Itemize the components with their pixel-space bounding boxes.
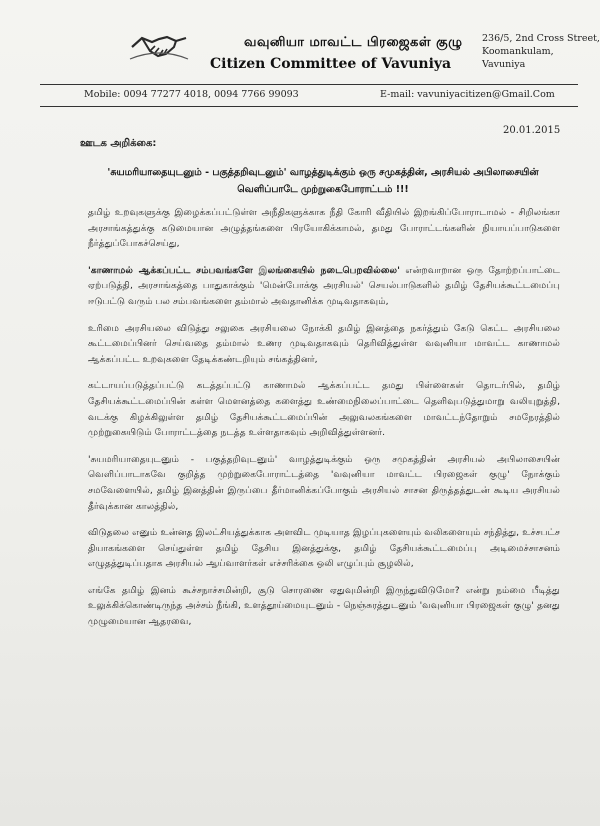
headline: 'சுயமரியாதையுடனும் - பகுத்தறிவுடனும்' வாழத்துடிக்கும் ஒரு சமுகத்தின், அரசியல் அபிலாசையின் வெளிப்பாடே முற்றுகைபோராட்டம் !!! [107, 167, 539, 195]
org-name-english: Citizen Committee of Vavuniya [210, 56, 452, 72]
paragraph-3: உரிமை அரசியலை விடுத்து சலுகை அரசியலை நோக்கி தமிழ் இனத்தை நகர்த்தும் கேடு கெட்ட அரசியலை கூட்டமைப்பினர் செய்வதை தம்மால் உணர முடிவதாகவும் தெரிவித்துள்ள வவுனியா மாவட்ட காணாமல் ஆக்கப்பட்ட உறவுகளை தேடிக்கண்டறியும் சங்கத்தினர், [88, 322, 560, 365]
header-divider-bottom [40, 106, 578, 107]
address-line-3: Vavuniya [482, 59, 526, 70]
document-date: 20.01.2015 [503, 125, 561, 136]
body-text [88, 205, 560, 641]
quoted-claim: 'காணாமல் ஆக்கப்பட்ட சம்பவங்களே இலங்கையில் நடைபெறவில்லை' [88, 264, 400, 276]
org-name-tamil: வவுனியா மாவட்ட பிரஜைகள் குழு [244, 35, 463, 50]
paragraph-6: விடுதலை எனும் உன்னத இலட்சியத்துக்காக அளவிட முடியாத இழப்புகளையும் வலிகளையும் சந்தித்து, உச்சபட்ச தியாகங்களை செய்துள்ள தமிழ் தேசிய இனத்துக்கு, தமிழ் தேசியக்கூட்டமைப்பு அடிமைச்சாசனம் எழுதத்துடிப்பதாக அரசியல் ஆய்வாளர்கள் எச்சரிக்கை ஒலி எழுப்பும் சூழலில், [88, 527, 560, 570]
handshake-logo-icon [128, 25, 190, 67]
address-block [482, 32, 600, 71]
email-address: E-mail: vavuniyacitizen@Gmail.Com [380, 89, 555, 100]
paragraph-4: கட்டாயப்படுத்தப்பட்டு கடத்தப்பட்டு காணாமல் ஆக்கப்பட்ட தமது பிள்ளைகள் தொடர்பில், தமிழ் தேசியக்கூட்டமைப்பின் கள்ள மௌனத்தை களைத்து உண்மைநிலைப்பாட்டை தெளிவுபடுத்துமாறு வலியுறுத்தி, வடக்கு கிழக்கிலுள்ள தமிழ் தேசியக்கூட்டமைப்பின் அலுவலகங்களை மாவட்டந்தோறும் சமநேரத்தில் முற்றுகையிடும் போராட்டத்தை நடத்த உள்ளதாகவும் அறிவித்துள்ளனர். [88, 380, 560, 439]
paragraph-1: தமிழ் உறவுகளுக்கு இழைக்கப்பட்டுள்ள அநீதிகளுக்காக நீதி கோரி வீதியில் இறங்கிப்போராடாமல் - சிறிலங்கா அரசாங்கத்துக்கு கடுமையான அழுத்தங்களை பிரயோகிக்காமல், தமது போராட்டங்களின் நியாயப்பாடுகளை நீர்த்துப்போகச்செய்து, [88, 207, 560, 250]
address-line-1: 236/5, 2nd Cross Street, [482, 33, 600, 44]
paragraph-2-text: என்றவாறான ஒரு தோற்றப்பாட்டை ஏற்படுத்தி, அரசாங்கத்தை பாதுகாக்கும் 'மென்போக்கு அரசியல்' செயல்பாடுகளில் தமிழ் தேசியக்கூட்டமைப்பு ஈடுபட்டு வரும் பல சம்பவங்களை தம்மால் அவதானிக்க முடிவதாகவும், [88, 264, 561, 307]
paragraph-5: 'சுயமரியாதையுடனும் - பகுத்தறிவுடனும்' வாழத்துடிக்கும் ஒரு சமுகத்தின் அரசியல் அபிலாசையின் வெளிப்பாடாகவே குறித்த முற்றுகைபோராட்டத்தை 'வவுனியா மாவட்ட பிரஜைகள் குழு' நோக்கும் சமவேளையில், தமிழ் இனத்தின் இருப்பை தீர்மானிக்கப்போகும் அரசியல் சாசன திருத்தத்துடன் கூடிய அரசியல் தீர்வுக்கான காலத்தில், [88, 453, 560, 512]
mobile-numbers: Mobile: 0094 77277 4018, 0094 7766 99093 [84, 89, 299, 100]
media-release-label: ஊடக அறிக்கை: [80, 138, 157, 149]
address-line-2: Koomankulam, [482, 46, 554, 57]
paragraph-2 [88, 263, 560, 310]
paragraph-7: எங்கே தமிழ் இனம் கூச்சநாச்சமின்றி, சூடு சொரணை ஏதுவுமின்றி இருந்துவிடுமோ? என்று நம்மை பீடித்து உலுக்கிக்கொண்டிருந்த அச்சம் நீங்கி, உளத்தூய்மையுடனும் - நெஞ்சுரத்துடனும் 'வவுனியா பிரஜைகள் குழு' தனது முழுமையான ஆதரவை, [88, 584, 560, 628]
header-divider-top [40, 84, 578, 85]
